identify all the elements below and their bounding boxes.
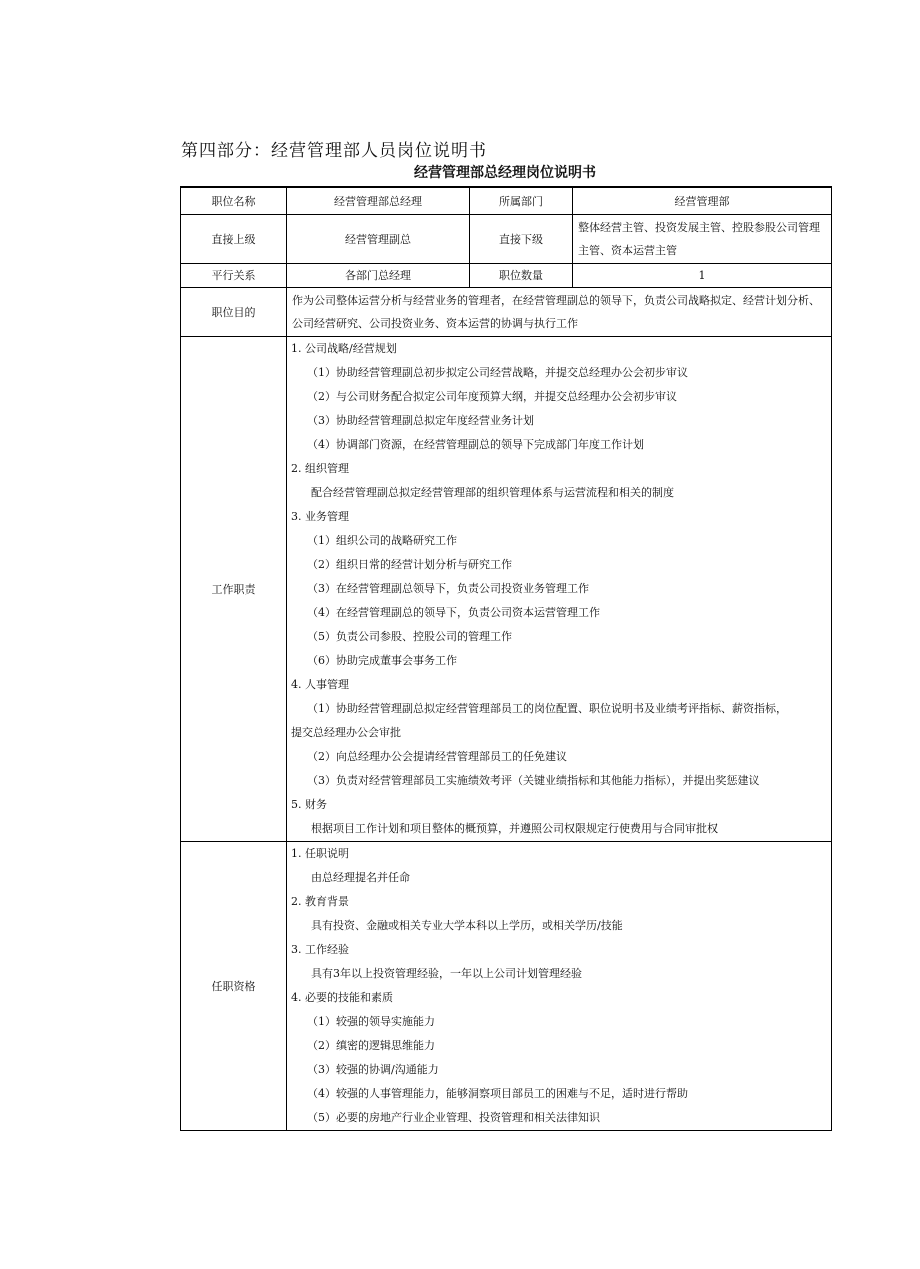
list-item: （2）向总经理办公会提请经营管理部员工的任免建议 bbox=[307, 749, 567, 763]
list-item: 1. 任职说明 bbox=[291, 846, 349, 860]
job-spec-table bbox=[180, 186, 832, 1131]
list-item: （4）协调部门资源，在经营管理副总的领导下完成部门年度工作计划 bbox=[307, 437, 644, 451]
list-item: 配合经营管理副总拟定经营管理部的组织管理体系与运营流程和相关的制度 bbox=[311, 485, 674, 499]
table-row bbox=[181, 336, 832, 841]
list-item: （1）组织公司的战略研究工作 bbox=[307, 533, 457, 547]
list-item: （1）协助经营管理副总初步拟定公司经营战略，并提交总经理办公会初步审议 bbox=[307, 365, 688, 379]
label-parallel-relations: 平行关系 bbox=[181, 263, 287, 287]
list-item: （3）在经营管理副总领导下，负责公司投资业务管理工作 bbox=[307, 581, 589, 595]
value-direct-superior: 经营管理副总 bbox=[287, 214, 470, 263]
list-item: （5）负责公司参股、控股公司的管理工作 bbox=[307, 629, 512, 643]
list-item: （4）较强的人事管理能力，能够洞察项目部员工的困难与不足，适时进行帮助 bbox=[307, 1086, 688, 1100]
list-item: （1）较强的领导实施能力 bbox=[307, 1014, 435, 1028]
document-title: 经营管理部总经理岗位说明书 bbox=[414, 165, 596, 181]
value-department: 经营管理部 bbox=[573, 187, 832, 214]
list-item: 3. 工作经验 bbox=[291, 942, 349, 956]
table-row bbox=[181, 263, 832, 287]
label-direct-subordinates: 直接下级 bbox=[470, 214, 573, 263]
list-item: 根据项目工作计划和项目整体的概预算，并遵照公司权限规定行使费用与合同审批权 bbox=[311, 821, 718, 835]
list-item: 3. 业务管理 bbox=[291, 509, 349, 523]
list-item: （2）与公司财务配合拟定公司年度预算大纲，并提交总经理办公会初步审议 bbox=[307, 389, 677, 403]
list-item: （3）较强的协调/沟通能力 bbox=[307, 1062, 439, 1076]
label-direct-superior: 直接上级 bbox=[181, 214, 287, 263]
label-purpose: 职位目的 bbox=[181, 287, 287, 336]
list-item: 2. 教育背景 bbox=[291, 894, 349, 908]
list-item: 4. 必要的技能和素质 bbox=[291, 990, 393, 1004]
list-item: 4. 人事管理 bbox=[291, 677, 349, 691]
list-item: 具有投资、金融或相关专业大学本科以上学历，或相关学历/技能 bbox=[311, 918, 623, 932]
value-direct-subordinates: 整体经营主管、投资发展主管、控股参股公司管理主管、资本运营主管 bbox=[573, 214, 832, 263]
table-row bbox=[181, 187, 832, 214]
table-row bbox=[181, 214, 832, 263]
value-headcount: 1 bbox=[573, 263, 832, 287]
label-duties: 工作职责 bbox=[181, 336, 287, 841]
list-item: 1. 公司战略/经营规划 bbox=[291, 341, 397, 355]
value-parallel-relations: 各部门总经理 bbox=[287, 263, 470, 287]
list-item: （2）组织日常的经营计划分析与研究工作 bbox=[307, 557, 512, 571]
value-position-name: 经营管理部总经理 bbox=[287, 187, 470, 214]
list-item: （4）在经营管理副总的领导下，负责公司资本运营管理工作 bbox=[307, 605, 600, 619]
list-item: （1）协助经营管理副总拟定经营管理部员工的岗位配置、职位说明书及业绩考评指标、薪资指标， bbox=[307, 701, 787, 715]
list-item: 由总经理提名并任命 bbox=[311, 870, 410, 884]
part-heading: 第四部分：经营管理部人员岗位说明书 bbox=[181, 141, 487, 161]
list-item: （5）必要的房地产行业企业管理、投资管理和相关法律知识 bbox=[307, 1110, 600, 1124]
label-department: 所属部门 bbox=[470, 187, 573, 214]
qualifications-list bbox=[287, 841, 832, 1130]
list-item: （2）缜密的逻辑思维能力 bbox=[307, 1038, 435, 1052]
table-row bbox=[181, 841, 832, 1130]
value-purpose: 作为公司整体运营分析与经营业务的管理者，在经营管理副总的领导下，负责公司战略拟定、经营计划分析、公司经营研究、公司投资业务、资本运营的协调与执行工作 bbox=[287, 287, 832, 336]
list-item: 2. 组织管理 bbox=[291, 461, 349, 475]
list-item: 5. 财务 bbox=[291, 797, 327, 811]
label-headcount: 职位数量 bbox=[470, 263, 573, 287]
list-item: （6）协助完成董事会事务工作 bbox=[307, 653, 457, 667]
label-position-name: 职位名称 bbox=[181, 187, 287, 214]
duties-list bbox=[287, 336, 832, 841]
label-qualifications: 任职资格 bbox=[181, 841, 287, 1130]
list-item: （3）协助经营管理副总拟定年度经营业务计划 bbox=[307, 413, 534, 427]
table-row bbox=[181, 287, 832, 336]
list-item: 提交总经理办公会审批 bbox=[291, 725, 401, 739]
list-item: （3）负责对经营管理部员工实施绩效考评（关键业绩指标和其他能力指标），并提出奖惩建议 bbox=[307, 773, 760, 787]
list-item: 具有3年以上投资管理经验，一年以上公司计划管理经验 bbox=[311, 966, 582, 980]
